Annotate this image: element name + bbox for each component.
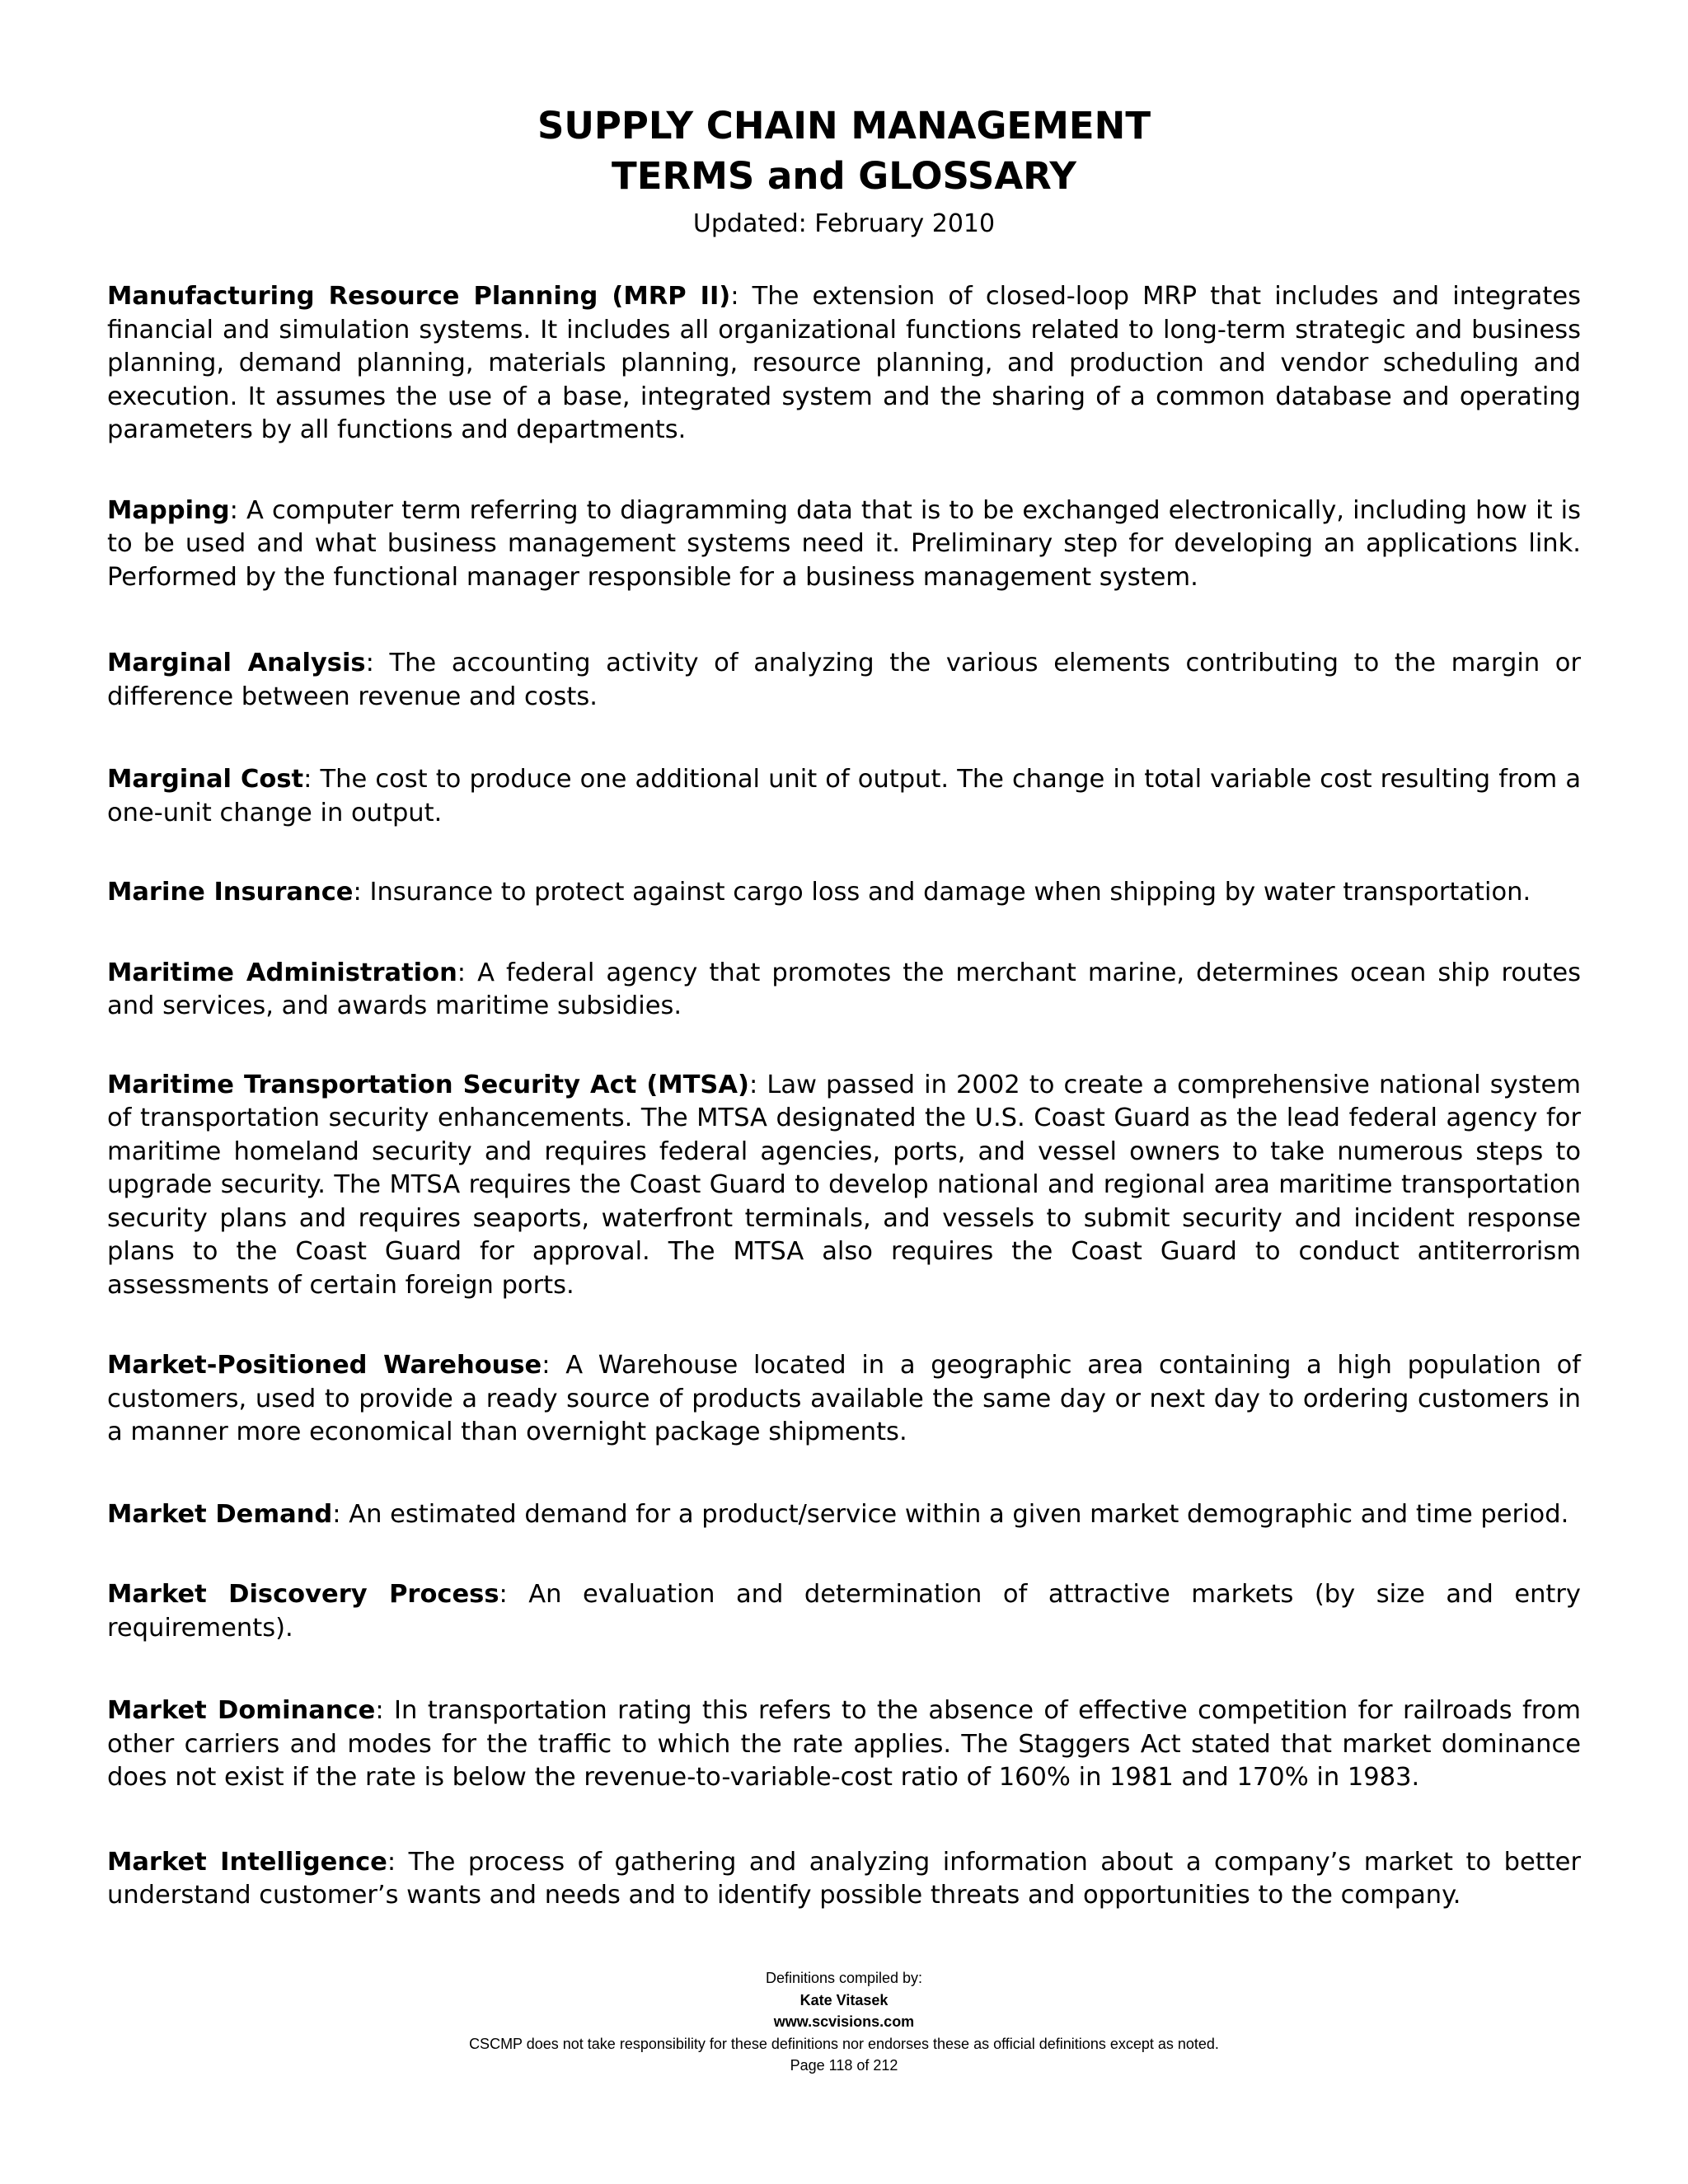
glossary-term: Marginal Cost xyxy=(107,765,304,794)
glossary-entry xyxy=(107,1846,1581,1913)
glossary-definition: : A federal agency that promotes the merchant marine, determines ocean ship routes and services, and awards maritime subsidies. xyxy=(107,958,1581,1020)
glossary-term: Marginal Analysis xyxy=(107,649,366,677)
glossary-entry xyxy=(107,1694,1581,1795)
document-header xyxy=(0,101,1688,242)
glossary-entry xyxy=(107,1578,1581,1645)
page-title-line-2: TERMS and GLOSSARY xyxy=(612,154,1076,198)
glossary-term: Market Discovery Process xyxy=(107,1580,499,1609)
footer-disclaimer: CSCMP does not take responsibility for these definitions nor endorses these as official definitions except as noted. xyxy=(469,2035,1219,2052)
footer-author: Kate Vitasek xyxy=(799,1991,889,2008)
glossary-definition: : The process of gathering and analyzing information about a company’s market to better understand customer’s wants and needs and to identify possible threats and opportunities to the company. xyxy=(107,1847,1581,1910)
glossary-entries xyxy=(107,280,1581,1913)
glossary-term: Market Demand xyxy=(107,1499,333,1529)
glossary-definition: : An estimated demand for a product/service within a given market demographic and time period. xyxy=(332,1499,1569,1529)
glossary-term: Manufacturing Resource Planning (MRP II) xyxy=(107,282,731,311)
glossary-definition: : The cost to produce one additional unit of output. The change in total variable cost resulting from a one-unit change in output. xyxy=(107,765,1582,827)
glossary-definition: : Law passed in 2002 to create a comprehensive national system of transportation security enhancements. The MTSA designated the U.S. Coast Guard as the lead federal agency for maritime homeland security and requires federal agencies, ports, and vessel owners to take numerous steps to upgrade security. The MTSA requires the Coast Guard to develop national and regional area maritime transportation security plans and requires seaports, waterfront terminals, and vessels to submit security and incident response plans to the Coast Guard for approval. The MTSA also requires the Coast Guard to conduct antiterrorism assessments of certain foreign ports. xyxy=(107,1070,1581,1300)
glossary-entry xyxy=(107,876,1581,910)
page-footer xyxy=(0,1967,1688,2077)
glossary-entry xyxy=(107,763,1581,830)
glossary-entry xyxy=(107,1069,1581,1303)
glossary-entry xyxy=(107,494,1581,595)
glossary-definition: : A Warehouse located in a geographic area containing a high population of customers, used to provide a ready source of products available the same day or next day to ordering customers in a manner more economical than overnight package shipments. xyxy=(107,1351,1582,1446)
page-title-line-1: SUPPLY CHAIN MANAGEMENT xyxy=(537,104,1151,148)
glossary-entry xyxy=(107,957,1581,1024)
glossary-entry xyxy=(107,647,1581,714)
glossary-term: Market-Positioned Warehouse xyxy=(107,1351,542,1380)
glossary-term: Market Intelligence xyxy=(107,1847,387,1877)
glossary-definition: : The extension of closed-loop MRP that includes and integrates financial and simulation systems. It includes all organizational functions related to long-term strategic and business planning, demand planning, materials planning, resource planning, and production and vendor scheduling and execution. It assumes the use of a base, integrated system and the sharing of a common database and operating parameters by all functions and departments. xyxy=(107,282,1581,444)
footer-page-number: Page 118 of 212 xyxy=(790,2057,898,2074)
glossary-definition: : Insurance to protect against cargo loss and damage when shipping by water transportation. xyxy=(353,878,1531,907)
glossary-term: Mapping xyxy=(107,495,230,525)
glossary-definition: : The accounting activity of analyzing the various elements contributing to the margin or difference between revenue and costs. xyxy=(107,649,1581,711)
glossary-term: Market Dominance xyxy=(107,1696,376,1725)
footer-website: www.scvisions.com xyxy=(773,2013,915,2030)
footer-compiled-by: Definitions compiled by: xyxy=(765,1970,923,1986)
glossary-term: Maritime Administration xyxy=(107,958,457,987)
glossary-definition: : In transportation rating this refers to the absence of effective competition for railroads from other carriers and modes for the traffic to which the rate applies. The Staggers Act stated that market dominance does not exist if the rate is below the revenue-to-variable-cost ratio of 160% in 1981 and 170% in 1983. xyxy=(107,1696,1581,1792)
updated-date: Updated: February 2010 xyxy=(692,209,996,238)
glossary-term: Maritime Transportation Security Act (MTSA) xyxy=(107,1070,749,1099)
glossary-entry xyxy=(107,1349,1581,1450)
glossary-definition: : An evaluation and determination of attractive markets (by size and entry requirements). xyxy=(107,1580,1581,1643)
glossary-entry xyxy=(107,1498,1581,1532)
glossary-definition: : A computer term referring to diagramming data that is to be exchanged electronically, including how it is to be used and what business management systems need it. Preliminary step for developing an applications link. Performed by the functional manager responsible for a business management system. xyxy=(107,495,1581,592)
glossary-entry xyxy=(107,280,1581,448)
glossary-term: Marine Insurance xyxy=(107,878,354,907)
